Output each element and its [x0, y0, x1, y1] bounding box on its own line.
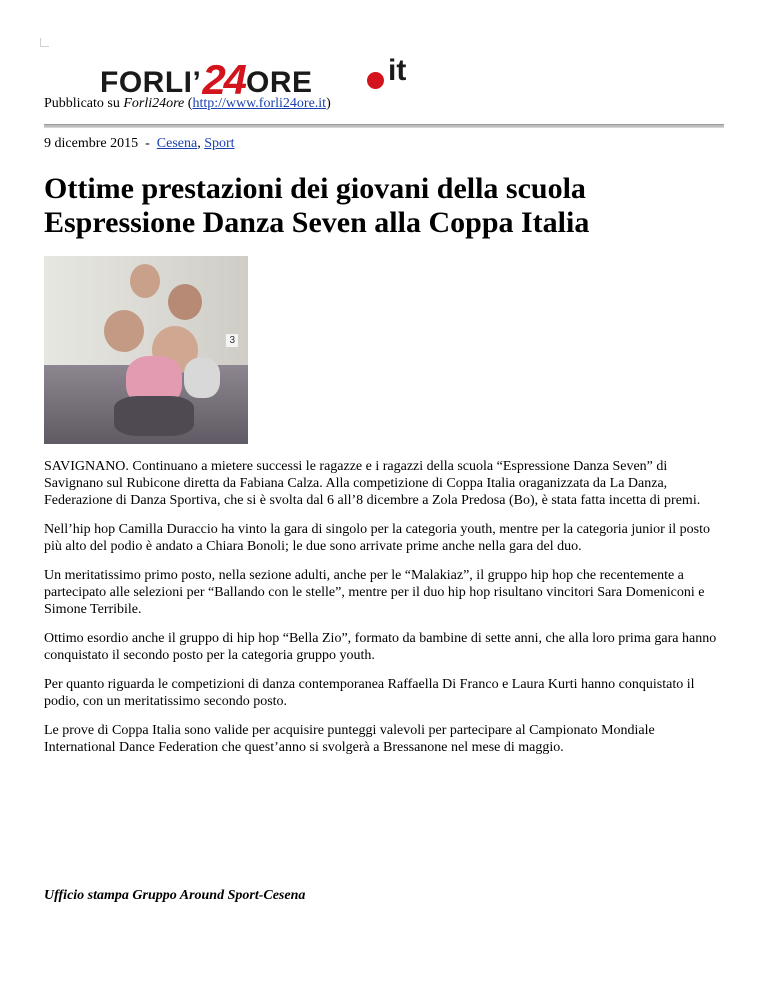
page-corner-mark [40, 38, 49, 47]
photo-number-card: 3 [226, 334, 238, 347]
article-paragraph: SAVIGNANO. Continuano a mietere successi le ragazze e i ragazzi della scuola “Espressione Danza Seven” di Savignano sul Rubicone diretta da Fabiana Calza. Alla competizione di Coppa Italia oraganizzata da La Danza, Federazione di Danza Sportiva, che si è svolta dal 6 all’8 dicembre a Zola Predosa (Bo), è stata fatta incetta di premi. [44, 459, 701, 508]
article-paragraph: Per quanto riguarda le competizioni di danza contemporanea Raffaella Di Franco e Laura Kurti hanno conquistato il podio, con un meritatissimo secondo posto. [44, 677, 695, 709]
logo-number: 24 [202, 56, 246, 103]
logo-tld: it [388, 54, 407, 87]
logo-wordmark [100, 54, 313, 102]
article-signature: Ufficio stampa Gruppo Around Sport-Cesena [44, 888, 306, 903]
article-paragraph: Ottimo esordio anche il gruppo di hip hop “Bella Zio”, formato da bambine di sette anni, che alla loro prima gara hanno conquistato il secondo posto per la categoria gruppo youth. [44, 631, 717, 663]
header-divider [44, 124, 724, 128]
category-link-cesena[interactable]: Cesena [156, 136, 198, 151]
logo-main: FORLI’ [100, 66, 202, 99]
article-date: 9 dicembre 2015 [44, 136, 139, 151]
photo-dancer [114, 396, 194, 436]
article-title: Ottime prestazioni dei giovani della scuola Espressione Danza Seven alla Coppa Italia [44, 172, 590, 239]
logo-suffix: ORE [246, 66, 313, 99]
photo-dancer [184, 358, 220, 398]
published-site: Forli24ore [123, 96, 185, 111]
category-link-sport[interactable]: Sport [204, 136, 235, 151]
article-paragraph: Le prove di Coppa Italia sono valide per acquisire punteggi valevoli per partecipare al Campionato Mondiale International Dance Federation che quest’anno si svolgerà a Bressanone nel mese di maggio. [44, 723, 655, 755]
published-prefix: Pubblicato su [44, 96, 120, 111]
published-line: Pubblicato su Forli24ore (http://www.forli24ore.it) [44, 96, 331, 111]
meta-separator: - [145, 136, 150, 151]
photo-dancer [104, 310, 144, 352]
article-paragraph: Nell’hip hop Camilla Duraccio ha vinto la gara di singolo per la categoria youth, mentre per la categoria junior il posto più alto del podio è andato a Chiara Bonoli; le due sono arrivate prime anche nella gara del duo. [44, 522, 710, 554]
site-logo[interactable] [100, 46, 430, 103]
article-meta: 9 dicembre 2015 - Cesena, Sport [44, 136, 235, 151]
article-body [44, 458, 728, 768]
photo-dancer [130, 264, 160, 298]
article-photo [44, 256, 248, 444]
published-url-link[interactable]: http://www.forli24ore.it [192, 96, 327, 111]
logo-dot-icon [367, 72, 384, 89]
article-paragraph: Un meritatissimo primo posto, nella sezione adulti, anche per le “Malakiaz”, il gruppo hip hop che recentemente a partecipato alle selezioni per “Ballando con le stelle”, mentre per il duo hip hop risultano vincitori Sara Domeniconi e Simone Terribile. [44, 568, 705, 617]
photo-dancer [168, 284, 202, 320]
